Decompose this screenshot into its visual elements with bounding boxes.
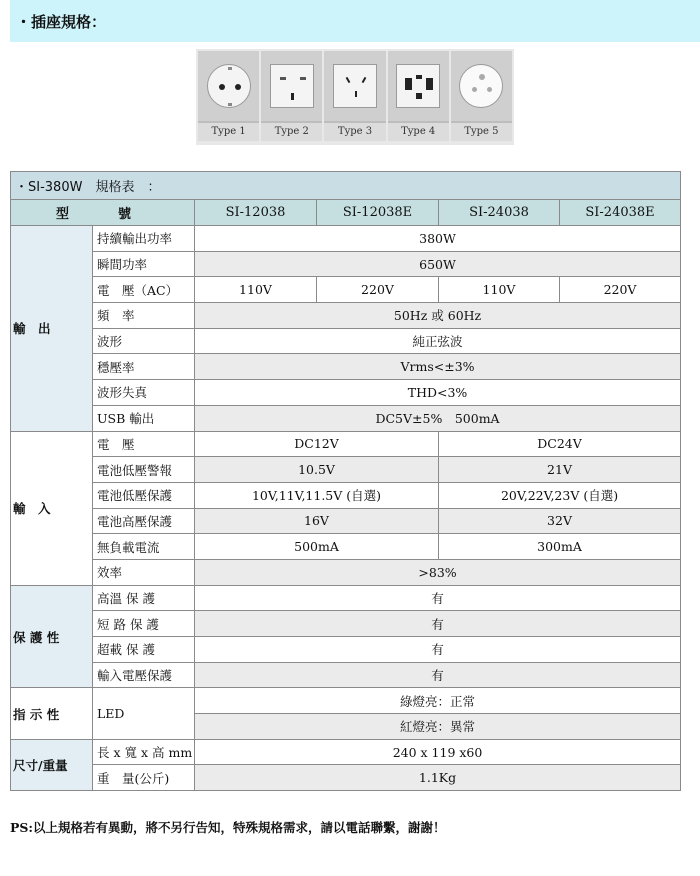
row-label: 電 壓（AC） [93, 277, 195, 303]
row-label: 電池高壓保護 [93, 508, 195, 534]
table-row [11, 277, 681, 303]
table-row [11, 431, 681, 457]
spec-table-title: ・SI-380W 規格表 ： [11, 172, 681, 200]
row-value: 1.1Kg [195, 765, 681, 791]
table-row [11, 585, 681, 611]
row-value: 220V [317, 277, 439, 303]
table-row [11, 637, 681, 663]
socket-section-title: ・插座規格： [16, 12, 107, 31]
row-label: 超載 保 護 [93, 637, 195, 663]
table-row [11, 405, 681, 431]
table-row [11, 380, 681, 406]
table-row [11, 328, 681, 354]
table-row [11, 226, 681, 252]
row-label: 無負載電流 [93, 534, 195, 560]
row-label: 持續輸出功率 [93, 226, 195, 252]
socket-type-4-image [388, 51, 449, 123]
dimensions-group-label: 尺寸/重量 [11, 739, 93, 790]
socket-section-header [10, 0, 700, 42]
socket-type-4 [388, 51, 449, 143]
socket-type-2-image [261, 51, 322, 123]
universal-socket-icon [396, 64, 440, 108]
row-value: 32V [439, 508, 681, 534]
row-label: 短 路 保 護 [93, 611, 195, 637]
socket-type-5 [451, 51, 512, 143]
row-label: 電池低壓保護 [93, 482, 195, 508]
table-row [11, 251, 681, 277]
row-value: 500mA [195, 534, 439, 560]
model-header: SI-24038 [439, 200, 560, 226]
model-header: SI-12038 [195, 200, 317, 226]
socket-type-1-image [198, 51, 259, 123]
table-row [11, 559, 681, 585]
row-label: 瞬間功率 [93, 251, 195, 277]
protection-group-label: 保 護 性 [11, 585, 93, 688]
socket-type-2-caption: Type 2 [261, 123, 322, 141]
row-label: LED [93, 688, 195, 739]
model-header: SI-12038E [317, 200, 439, 226]
spec-table-header-row [11, 200, 681, 226]
socket-type-1 [198, 51, 259, 143]
row-value: 380W [195, 226, 681, 252]
table-row [11, 457, 681, 483]
row-label: 波形失真 [93, 380, 195, 406]
row-label: 波形 [93, 328, 195, 354]
model-label: 型 號 [11, 200, 195, 226]
row-label: 電 壓 [93, 431, 195, 457]
row-label: 輸入電壓保護 [93, 662, 195, 688]
spec-table-title-row [11, 172, 681, 200]
socket-type-4-caption: Type 4 [388, 123, 449, 141]
table-row [11, 739, 681, 765]
table-row [11, 303, 681, 329]
socket-type-1-caption: Type 1 [198, 123, 259, 141]
table-row [11, 611, 681, 637]
indicator-group-label: 指 示 性 [11, 688, 93, 739]
table-row [11, 508, 681, 534]
row-value: 有 [195, 585, 681, 611]
model-header: SI-24038E [560, 200, 681, 226]
footnote: PS:以上規格若有異動，將不另行告知，特殊規格需求，請以電話聯繫，謝謝！ [10, 820, 446, 835]
row-value: DC12V [195, 431, 439, 457]
row-label: 長 x 寬 x 高 mm [93, 739, 195, 765]
socket-type-3 [324, 51, 385, 143]
row-label: 電池低壓警報 [93, 457, 195, 483]
row-value: 有 [195, 611, 681, 637]
table-row [11, 534, 681, 560]
uk-socket-icon [270, 64, 314, 108]
row-value: THD<3% [195, 380, 681, 406]
socket-type-2 [261, 51, 322, 143]
row-value: 10V,11V,11.5V (自選) [195, 482, 439, 508]
schuko-socket-icon [207, 64, 251, 108]
socket-type-3-caption: Type 3 [324, 123, 385, 141]
row-value: Vrms<±3% [195, 354, 681, 380]
row-value: 300mA [439, 534, 681, 560]
table-row [11, 662, 681, 688]
row-value: 110V [195, 277, 317, 303]
output-group-label: 輸 出 [11, 226, 93, 432]
spec-table [10, 171, 681, 791]
french-socket-icon [459, 64, 503, 108]
table-row [11, 354, 681, 380]
row-value: 16V [195, 508, 439, 534]
row-value: DC5V±5% 500mA [195, 405, 681, 431]
row-value: 240 x 119 x60 [195, 739, 681, 765]
socket-type-5-image [451, 51, 512, 123]
row-value: 10.5V [195, 457, 439, 483]
row-value: 純正弦波 [195, 328, 681, 354]
socket-type-5-caption: Type 5 [451, 123, 512, 141]
row-value: 21V [439, 457, 681, 483]
row-label: 頻 率 [93, 303, 195, 329]
row-value: 20V,22V,23V (自選) [439, 482, 681, 508]
row-value: 綠燈亮：正常 [195, 688, 681, 714]
input-group-label: 輸 入 [11, 431, 93, 585]
row-label: 穩壓率 [93, 354, 195, 380]
row-value: 50Hz 或 60Hz [195, 303, 681, 329]
row-value: 有 [195, 637, 681, 663]
row-value: >83% [195, 559, 681, 585]
table-row [11, 765, 681, 791]
row-label: USB 輸出 [93, 405, 195, 431]
au-socket-icon [333, 64, 377, 108]
row-value: 紅燈亮：異常 [195, 714, 681, 740]
socket-types-strip [196, 49, 514, 145]
row-value: 110V [439, 277, 560, 303]
row-value: 有 [195, 662, 681, 688]
row-label: 效率 [93, 559, 195, 585]
row-value: DC24V [439, 431, 681, 457]
table-row [11, 688, 681, 714]
row-value: 220V [560, 277, 681, 303]
table-row [11, 482, 681, 508]
row-label: 高溫 保 護 [93, 585, 195, 611]
socket-type-3-image [324, 51, 385, 123]
row-label: 重 量(公斤) [93, 765, 195, 791]
row-value: 650W [195, 251, 681, 277]
